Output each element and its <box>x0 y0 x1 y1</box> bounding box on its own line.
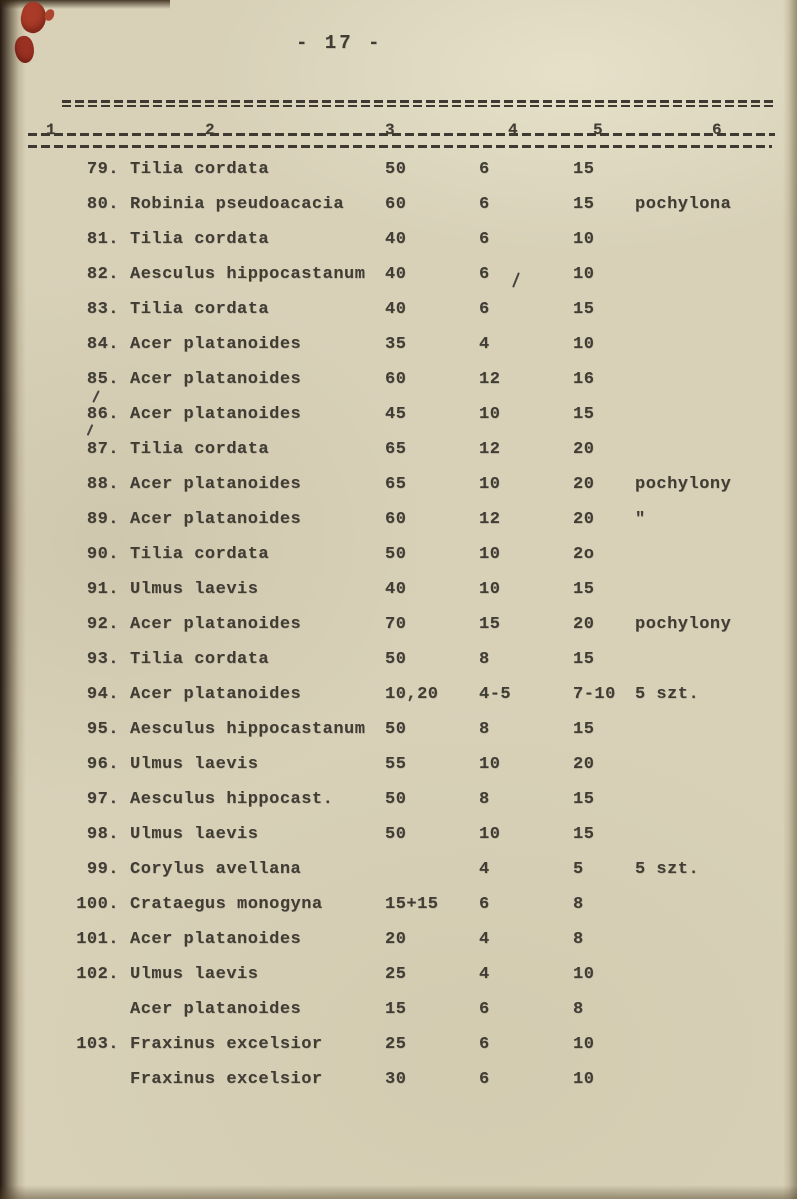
dimension-3-cell: 15 <box>573 650 595 669</box>
dimension-2-cell: 12 <box>479 440 501 459</box>
row-number-cell: 81. <box>86 230 119 249</box>
dimension-2-cell: 4-5 <box>479 685 512 704</box>
dimension-1-cell: 50 <box>385 650 407 669</box>
species-cell: Aesculus hippocastanum <box>130 720 366 739</box>
row-number-cell: 99. <box>86 860 119 879</box>
species-cell: Ulmus laevis <box>130 580 259 599</box>
dimension-1-cell: 40 <box>385 300 407 319</box>
table-row <box>55 187 777 222</box>
species-cell: Tilia cordata <box>130 440 270 459</box>
dimension-1-cell: 25 <box>385 1035 407 1054</box>
species-cell: Ulmus laevis <box>130 755 259 774</box>
dimension-2-cell: 10 <box>479 580 501 599</box>
dimension-2-cell: 4 <box>479 965 490 984</box>
species-cell: Acer platanoides <box>130 510 302 529</box>
dimension-1-cell: 40 <box>385 265 407 284</box>
row-number-cell: 97. <box>86 790 119 809</box>
dimension-3-cell: 20 <box>573 755 595 774</box>
table-row <box>55 922 777 957</box>
species-cell: Acer platanoides <box>130 685 302 704</box>
column-number-3: 3 <box>385 121 395 139</box>
dimension-1-cell: 50 <box>385 545 407 564</box>
dimension-1-cell: 25 <box>385 965 407 984</box>
dimension-2-cell: 8 <box>479 790 490 809</box>
dimension-3-cell: 15 <box>573 720 595 739</box>
row-number-cell: 86. <box>86 405 119 424</box>
dimension-2-cell: 10 <box>479 825 501 844</box>
dimension-1-cell: 65 <box>385 475 407 494</box>
row-number-cell: 95. <box>86 720 119 739</box>
remark-cell: 5 szt. <box>635 685 700 704</box>
dimension-1-cell: 55 <box>385 755 407 774</box>
table-row <box>55 397 777 432</box>
dimension-2-cell: 10 <box>479 755 501 774</box>
table-row <box>55 957 777 992</box>
dimension-3-cell: 8 <box>573 930 584 949</box>
row-number-cell: 90. <box>86 545 119 564</box>
dimension-1-cell: 65 <box>385 440 407 459</box>
remark-cell: pochylony <box>635 475 732 494</box>
table-row <box>55 607 777 642</box>
dimension-1-cell: 10,20 <box>385 685 439 704</box>
species-cell: Ulmus laevis <box>130 965 259 984</box>
dimension-2-cell: 6 <box>479 195 490 214</box>
row-number-cell: 92. <box>86 615 119 634</box>
table-row <box>55 642 777 677</box>
dimension-2-cell: 10 <box>479 405 501 424</box>
dimension-3-cell: 15 <box>573 195 595 214</box>
table-row <box>55 852 777 887</box>
remark-cell: pochylona <box>635 195 732 214</box>
dimension-1-cell: 60 <box>385 370 407 389</box>
dimension-2-cell: 10 <box>479 545 501 564</box>
dimension-3-cell: 15 <box>573 300 595 319</box>
row-number-cell: 85. <box>86 370 119 389</box>
species-cell: Acer platanoides <box>130 370 302 389</box>
scan-edge-left-shadow <box>0 0 26 1199</box>
dimension-2-cell: 4 <box>479 335 490 354</box>
scan-edge-bottom-shadow <box>0 1185 797 1199</box>
species-cell: Crataegus monogyna <box>130 895 323 914</box>
row-number-cell: 94. <box>86 685 119 704</box>
column-number-4: 4 <box>508 121 518 139</box>
dimension-2-cell: 6 <box>479 1070 490 1089</box>
table-top-rule <box>62 100 775 107</box>
table-row <box>55 1027 777 1062</box>
tree-table-body <box>55 152 777 1097</box>
table-row <box>55 782 777 817</box>
dimension-2-cell: 6 <box>479 265 490 284</box>
row-number-cell: 83. <box>86 300 119 319</box>
row-number-cell: 87. <box>86 440 119 459</box>
column-number-5: 5 <box>593 121 603 139</box>
dimension-1-cell: 70 <box>385 615 407 634</box>
dimension-1-cell: 45 <box>385 405 407 424</box>
row-number-cell: 100. <box>76 895 119 914</box>
remark-cell: pochylony <box>635 615 732 634</box>
species-cell: Ulmus laevis <box>130 825 259 844</box>
species-cell: Acer platanoides <box>130 335 302 354</box>
column-number-6: 6 <box>712 121 722 139</box>
species-cell: Acer platanoides <box>130 475 302 494</box>
dimension-3-cell: 7-10 <box>573 685 616 704</box>
species-cell: Corylus avellana <box>130 860 302 879</box>
dimension-1-cell: 50 <box>385 160 407 179</box>
dimension-2-cell: 8 <box>479 650 490 669</box>
row-number-cell: 101. <box>76 930 119 949</box>
row-number-cell: 102. <box>76 965 119 984</box>
dimension-3-cell: 15 <box>573 405 595 424</box>
dimension-2-cell: 8 <box>479 720 490 739</box>
column-number-1: 1 <box>46 121 56 139</box>
species-cell: Fraxinus excelsior <box>130 1035 323 1054</box>
dimension-1-cell: 50 <box>385 790 407 809</box>
dimension-2-cell: 6 <box>479 1000 490 1019</box>
dimension-1-cell: 50 <box>385 720 407 739</box>
dimension-3-cell: 15 <box>573 160 595 179</box>
remark-cell: " <box>635 510 646 529</box>
dimension-2-cell: 4 <box>479 930 490 949</box>
table-row <box>55 467 777 502</box>
dimension-2-cell: 6 <box>479 895 490 914</box>
remark-cell: 5 szt. <box>635 860 700 879</box>
dimension-1-cell: 20 <box>385 930 407 949</box>
dimension-2-cell: 12 <box>479 370 501 389</box>
table-row <box>55 257 777 292</box>
species-cell: Tilia cordata <box>130 300 270 319</box>
dimension-3-cell: 20 <box>573 475 595 494</box>
dimension-1-cell: 35 <box>385 335 407 354</box>
species-cell: Tilia cordata <box>130 545 270 564</box>
dimension-1-cell: 30 <box>385 1070 407 1089</box>
species-cell: Acer platanoides <box>130 405 302 424</box>
dimension-3-cell: 15 <box>573 825 595 844</box>
dimension-1-cell: 40 <box>385 230 407 249</box>
dimension-1-cell: 40 <box>385 580 407 599</box>
dimension-3-cell: 20 <box>573 615 595 634</box>
dimension-2-cell: 4 <box>479 860 490 879</box>
dimension-3-cell: 10 <box>573 965 595 984</box>
species-cell: Fraxinus excelsior <box>130 1070 323 1089</box>
dimension-3-cell: 5 <box>573 860 584 879</box>
dimension-2-cell: 12 <box>479 510 501 529</box>
row-number-cell: 98. <box>86 825 119 844</box>
species-cell: Tilia cordata <box>130 650 270 669</box>
table-row <box>55 292 777 327</box>
column-number-rule <box>28 121 775 139</box>
table-row <box>55 992 777 1027</box>
dimension-1-cell: 60 <box>385 195 407 214</box>
dimension-3-cell: 15 <box>573 580 595 599</box>
table-row <box>55 537 777 572</box>
species-cell: Tilia cordata <box>130 160 270 179</box>
scan-edge-right-shadow <box>783 0 797 1199</box>
dimension-3-cell: 15 <box>573 790 595 809</box>
dimension-1-cell: 60 <box>385 510 407 529</box>
page-number: - 17 - <box>296 32 383 54</box>
dimension-1-cell: 50 <box>385 825 407 844</box>
dimension-3-cell: 20 <box>573 440 595 459</box>
row-number-cell: 79. <box>86 160 119 179</box>
table-row <box>55 677 777 712</box>
dimension-2-cell: 6 <box>479 160 490 179</box>
row-number-cell: 96. <box>86 755 119 774</box>
row-number-cell: 80. <box>86 195 119 214</box>
table-row <box>55 1062 777 1097</box>
species-cell: Tilia cordata <box>130 230 270 249</box>
dimension-3-cell: 10 <box>573 1070 595 1089</box>
row-number-cell: 91. <box>86 580 119 599</box>
dimension-3-cell: 10 <box>573 230 595 249</box>
species-cell: Aesculus hippocast. <box>130 790 334 809</box>
species-cell: Acer platanoides <box>130 930 302 949</box>
dimension-1-cell: 15 <box>385 1000 407 1019</box>
dimension-3-cell: 16 <box>573 370 595 389</box>
table-row <box>55 817 777 852</box>
table-row <box>55 432 777 467</box>
table-row <box>55 712 777 747</box>
dimension-3-cell: 8 <box>573 895 584 914</box>
dimension-2-cell: 6 <box>479 230 490 249</box>
species-cell: Acer platanoides <box>130 615 302 634</box>
column-number-2: 2 <box>205 121 215 139</box>
dimension-3-cell: 8 <box>573 1000 584 1019</box>
table-header-rule <box>28 145 772 148</box>
dimension-1-cell: 15+15 <box>385 895 439 914</box>
dimension-3-cell: 10 <box>573 1035 595 1054</box>
dash-line <box>62 105 775 108</box>
dimension-2-cell: 10 <box>479 475 501 494</box>
table-row <box>55 502 777 537</box>
table-row <box>55 327 777 362</box>
table-row <box>55 887 777 922</box>
table-row <box>55 572 777 607</box>
species-cell: Acer platanoides <box>130 1000 302 1019</box>
table-row <box>55 222 777 257</box>
table-row <box>55 362 777 397</box>
species-cell: Robinia pseudoacacia <box>130 195 345 214</box>
table-row <box>55 152 777 187</box>
dimension-2-cell: 15 <box>479 615 501 634</box>
species-cell: Aesculus hippocastanum <box>130 265 366 284</box>
row-number-cell: 88. <box>86 475 119 494</box>
dimension-2-cell: 6 <box>479 300 490 319</box>
dimension-3-cell: 10 <box>573 335 595 354</box>
dimension-3-cell: 20 <box>573 510 595 529</box>
row-number-cell: 84. <box>86 335 119 354</box>
dimension-2-cell: 6 <box>479 1035 490 1054</box>
row-number-cell: 103. <box>76 1035 119 1054</box>
dimension-3-cell: 2o <box>573 545 595 564</box>
table-row <box>55 747 777 782</box>
dimension-3-cell: 10 <box>573 265 595 284</box>
row-number-cell: 93. <box>86 650 119 669</box>
row-number-cell: 89. <box>86 510 119 529</box>
row-number-cell: 82. <box>86 265 119 284</box>
